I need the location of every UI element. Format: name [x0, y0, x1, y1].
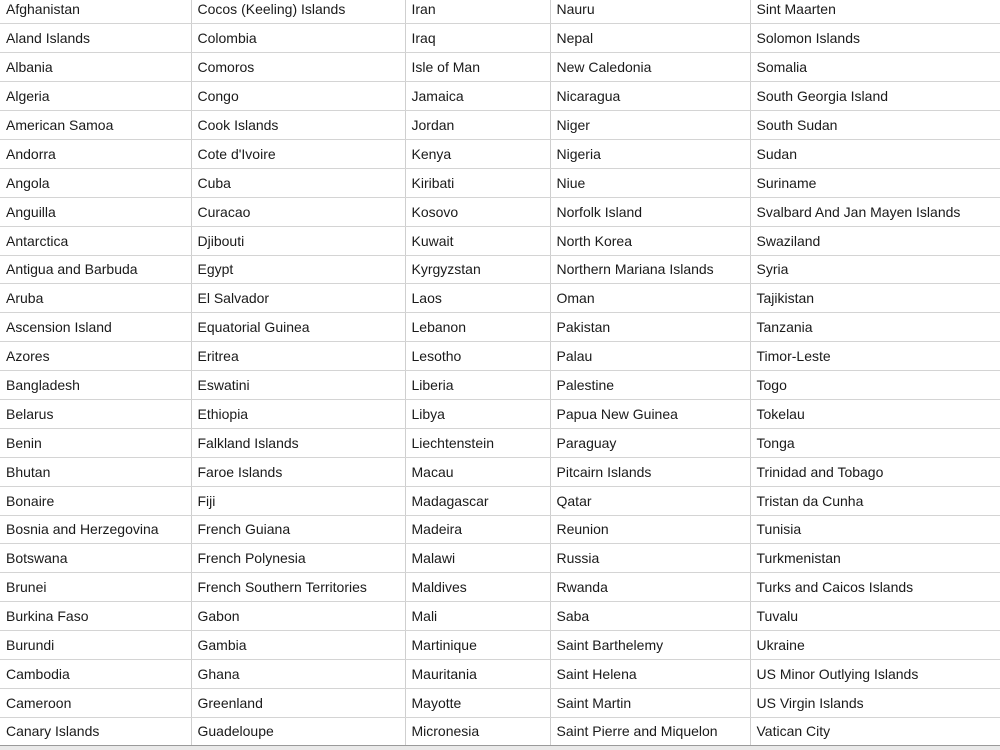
- country-cell: South Georgia Island: [750, 82, 1000, 111]
- country-cell: Anguilla: [0, 197, 191, 226]
- country-cell: Antarctica: [0, 226, 191, 255]
- table-row: [0, 24, 1000, 53]
- country-cell: Togo: [750, 371, 1000, 400]
- country-cell: Palau: [550, 342, 750, 371]
- country-cell: Saint Pierre and Miquelon: [550, 717, 750, 746]
- country-cell: Gabon: [191, 602, 405, 631]
- country-cell: Benin: [0, 428, 191, 457]
- country-cell: Malawi: [405, 544, 550, 573]
- country-cell: Iraq: [405, 24, 550, 53]
- country-cell: Antigua and Barbuda: [0, 255, 191, 284]
- country-cell: Saint Barthelemy: [550, 631, 750, 660]
- country-cell: Svalbard And Jan Mayen Islands: [750, 197, 1000, 226]
- country-cell: Bonaire: [0, 486, 191, 515]
- country-cell: Bangladesh: [0, 371, 191, 400]
- country-cell: Somalia: [750, 53, 1000, 82]
- country-cell: Niue: [550, 168, 750, 197]
- country-cell: Turks and Caicos Islands: [750, 573, 1000, 602]
- country-cell: Fiji: [191, 486, 405, 515]
- country-cell: Tokelau: [750, 399, 1000, 428]
- country-cell: Ukraine: [750, 631, 1000, 660]
- country-cell: Cook Islands: [191, 111, 405, 140]
- bottom-edge-strip: [0, 746, 1000, 750]
- country-cell: South Sudan: [750, 111, 1000, 140]
- country-cell: Kosovo: [405, 197, 550, 226]
- table-row: [0, 659, 1000, 688]
- country-cell: Norfolk Island: [550, 197, 750, 226]
- country-cell: Iran: [405, 0, 550, 24]
- country-cell: French Guiana: [191, 515, 405, 544]
- country-cell: Swaziland: [750, 226, 1000, 255]
- table-row: [0, 515, 1000, 544]
- country-cell: Cameroon: [0, 688, 191, 717]
- country-cell: Turkmenistan: [750, 544, 1000, 573]
- country-cell: Eritrea: [191, 342, 405, 371]
- table-row: [0, 226, 1000, 255]
- country-cell: Vatican City: [750, 717, 1000, 746]
- country-cell: Sint Maarten: [750, 0, 1000, 24]
- country-cell: Djibouti: [191, 226, 405, 255]
- table-row: [0, 168, 1000, 197]
- country-cell: Pakistan: [550, 313, 750, 342]
- country-cell: Martinique: [405, 631, 550, 660]
- country-cell: Ascension Island: [0, 313, 191, 342]
- country-cell: Andorra: [0, 139, 191, 168]
- country-cell: Maldives: [405, 573, 550, 602]
- country-cell: Curacao: [191, 197, 405, 226]
- country-cell: Afghanistan: [0, 0, 191, 24]
- country-cell: Tunisia: [750, 515, 1000, 544]
- country-cell: Cambodia: [0, 659, 191, 688]
- country-cell: Comoros: [191, 53, 405, 82]
- country-cell: Papua New Guinea: [550, 399, 750, 428]
- country-cell: Algeria: [0, 82, 191, 111]
- table-row: [0, 717, 1000, 746]
- country-cell: Guadeloupe: [191, 717, 405, 746]
- country-cell: Aland Islands: [0, 24, 191, 53]
- country-cell: Botswana: [0, 544, 191, 573]
- country-cell: Tonga: [750, 428, 1000, 457]
- country-cell: Eswatini: [191, 371, 405, 400]
- country-cell: Ghana: [191, 659, 405, 688]
- country-cell: Nigeria: [550, 139, 750, 168]
- country-cell: Congo: [191, 82, 405, 111]
- country-cell: Jamaica: [405, 82, 550, 111]
- country-cell: Gambia: [191, 631, 405, 660]
- country-cell: Niger: [550, 111, 750, 140]
- table-row: [0, 631, 1000, 660]
- country-cell: Saint Martin: [550, 688, 750, 717]
- country-cell: Angola: [0, 168, 191, 197]
- country-cell: Madagascar: [405, 486, 550, 515]
- country-cell: Palestine: [550, 371, 750, 400]
- country-cell: Burundi: [0, 631, 191, 660]
- table-row: [0, 82, 1000, 111]
- country-cell: Tuvalu: [750, 602, 1000, 631]
- country-cell: Saint Helena: [550, 659, 750, 688]
- country-cell: Madeira: [405, 515, 550, 544]
- country-cell: Liechtenstein: [405, 428, 550, 457]
- country-cell: Brunei: [0, 573, 191, 602]
- country-cell: US Minor Outlying Islands: [750, 659, 1000, 688]
- country-cell: American Samoa: [0, 111, 191, 140]
- country-cell: Tajikistan: [750, 284, 1000, 313]
- country-cell: Faroe Islands: [191, 457, 405, 486]
- country-cell: Pitcairn Islands: [550, 457, 750, 486]
- table-row: [0, 139, 1000, 168]
- country-cell: Mayotte: [405, 688, 550, 717]
- country-cell: Suriname: [750, 168, 1000, 197]
- table-row: [0, 0, 1000, 24]
- country-cell: Nauru: [550, 0, 750, 24]
- country-cell: Nicaragua: [550, 82, 750, 111]
- country-cell: Equatorial Guinea: [191, 313, 405, 342]
- table-row: [0, 313, 1000, 342]
- country-cell: Macau: [405, 457, 550, 486]
- country-cell: Nepal: [550, 24, 750, 53]
- country-cell: French Southern Territories: [191, 573, 405, 602]
- country-cell: Ethiopia: [191, 399, 405, 428]
- country-cell: Lesotho: [405, 342, 550, 371]
- table-row: [0, 53, 1000, 82]
- country-cell: Micronesia: [405, 717, 550, 746]
- country-cell: Lebanon: [405, 313, 550, 342]
- country-cell: Laos: [405, 284, 550, 313]
- country-cell: Syria: [750, 255, 1000, 284]
- table-row: [0, 544, 1000, 573]
- country-cell: Sudan: [750, 139, 1000, 168]
- table-row: [0, 486, 1000, 515]
- country-cell: Aruba: [0, 284, 191, 313]
- country-cell: Jordan: [405, 111, 550, 140]
- table-row: [0, 602, 1000, 631]
- country-cell: Bhutan: [0, 457, 191, 486]
- country-cell: US Virgin Islands: [750, 688, 1000, 717]
- country-cell: Timor-Leste: [750, 342, 1000, 371]
- country-cell: Tanzania: [750, 313, 1000, 342]
- table-row: [0, 255, 1000, 284]
- country-cell: Russia: [550, 544, 750, 573]
- country-cell: Libya: [405, 399, 550, 428]
- table-row: [0, 688, 1000, 717]
- country-cell: Azores: [0, 342, 191, 371]
- country-cell: Reunion: [550, 515, 750, 544]
- country-cell: Kuwait: [405, 226, 550, 255]
- country-cell: Rwanda: [550, 573, 750, 602]
- country-cell: North Korea: [550, 226, 750, 255]
- country-cell: Albania: [0, 53, 191, 82]
- country-cell: French Polynesia: [191, 544, 405, 573]
- table-row: [0, 197, 1000, 226]
- country-cell: Greenland: [191, 688, 405, 717]
- table-row: [0, 457, 1000, 486]
- country-cell: Mali: [405, 602, 550, 631]
- table-row: [0, 428, 1000, 457]
- table-row: [0, 573, 1000, 602]
- table-row: [0, 371, 1000, 400]
- country-cell: Mauritania: [405, 659, 550, 688]
- table-row: [0, 284, 1000, 313]
- country-cell: Solomon Islands: [750, 24, 1000, 53]
- table-row: [0, 342, 1000, 371]
- country-cell: El Salvador: [191, 284, 405, 313]
- table-row: [0, 399, 1000, 428]
- country-cell: Kenya: [405, 139, 550, 168]
- country-cell: Egypt: [191, 255, 405, 284]
- country-cell: Kiribati: [405, 168, 550, 197]
- country-cell: Paraguay: [550, 428, 750, 457]
- country-cell: Colombia: [191, 24, 405, 53]
- country-cell: Oman: [550, 284, 750, 313]
- country-cell: Northern Mariana Islands: [550, 255, 750, 284]
- country-cell: Tristan da Cunha: [750, 486, 1000, 515]
- country-cell: Falkland Islands: [191, 428, 405, 457]
- table-row: [0, 111, 1000, 140]
- country-cell: Burkina Faso: [0, 602, 191, 631]
- country-cell: Belarus: [0, 399, 191, 428]
- country-cell: Canary Islands: [0, 717, 191, 746]
- country-cell: Isle of Man: [405, 53, 550, 82]
- country-cell: Cocos (Keeling) Islands: [191, 0, 405, 24]
- country-cell: Kyrgyzstan: [405, 255, 550, 284]
- country-cell: Bosnia and Herzegovina: [0, 515, 191, 544]
- country-cell: Liberia: [405, 371, 550, 400]
- country-cell: New Caledonia: [550, 53, 750, 82]
- country-cell: Cote d'Ivoire: [191, 139, 405, 168]
- country-cell: Qatar: [550, 486, 750, 515]
- country-cell: Trinidad and Tobago: [750, 457, 1000, 486]
- country-cell: Cuba: [191, 168, 405, 197]
- country-cell: Saba: [550, 602, 750, 631]
